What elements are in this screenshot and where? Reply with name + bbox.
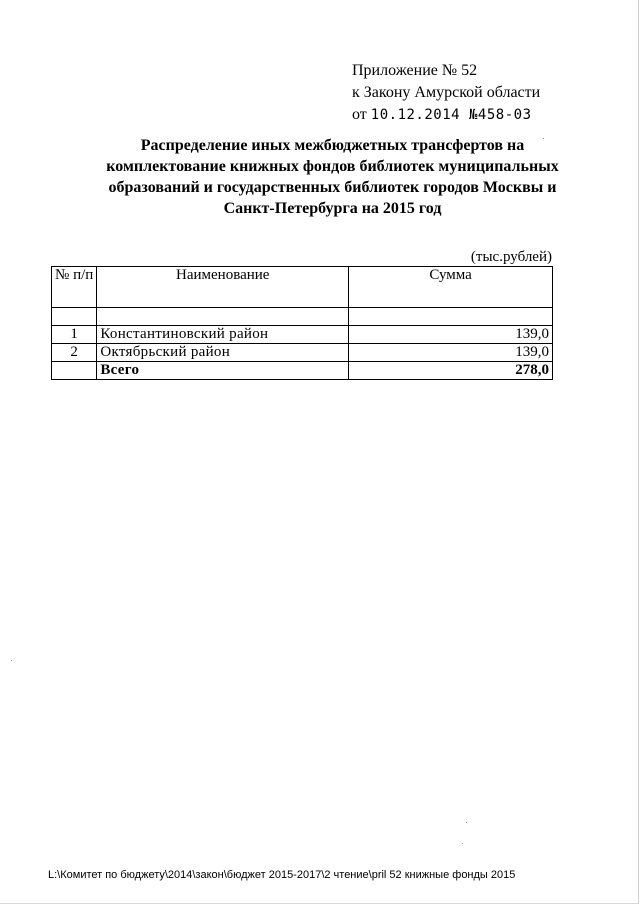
table-total-row xyxy=(52,362,553,380)
scan-speck xyxy=(543,138,544,139)
spacer-cell xyxy=(349,308,553,326)
scan-speck xyxy=(466,822,467,823)
file-path-footer: L:\Комитет по бюджету\2014\закон\бюджет 2015-2017\2 чтение\pril 52 книжные фонды 2015 xyxy=(48,869,516,881)
appendix-date-number: 10.12.2014 №458-03 xyxy=(370,107,532,123)
total-sum: 278,0 xyxy=(349,362,553,380)
spacer-cell xyxy=(52,308,97,326)
table-row xyxy=(52,344,553,362)
appendix-law-reference: к Закону Амурской области xyxy=(352,84,541,101)
spacer-cell xyxy=(97,308,349,326)
header-name: Наименование xyxy=(97,267,349,308)
table-header-row xyxy=(52,267,553,308)
total-label: Всего xyxy=(97,362,349,380)
header-number: № п/п xyxy=(52,267,97,308)
appendix-date-prefix: от xyxy=(352,106,367,123)
row-name: Константиновский район xyxy=(97,326,349,344)
scan-speck xyxy=(462,843,463,844)
table-row xyxy=(52,326,553,344)
row-number: 2 xyxy=(52,344,97,362)
document-title: Распределение иных межбюджетных трансфертов на комплектование книжных фондов библиотек муниципальных образований и государственных библиотек городов Москвы и Санкт-Петербурга на 2015 год xyxy=(106,137,559,217)
total-number xyxy=(52,362,97,380)
appendix-number: Приложение № 52 xyxy=(352,62,478,79)
row-sum: 139,0 xyxy=(349,344,553,362)
table-spacer-row xyxy=(52,308,553,326)
row-name: Октябрьский район xyxy=(97,344,349,362)
header-sum: Сумма xyxy=(349,267,553,308)
units-label: (тыс.рублей) xyxy=(470,249,552,265)
distribution-table xyxy=(51,266,553,380)
row-number: 1 xyxy=(52,326,97,344)
row-sum: 139,0 xyxy=(349,326,553,344)
appendix-date-line xyxy=(352,104,540,126)
appendix-block xyxy=(352,60,540,126)
scan-speck xyxy=(11,660,12,661)
